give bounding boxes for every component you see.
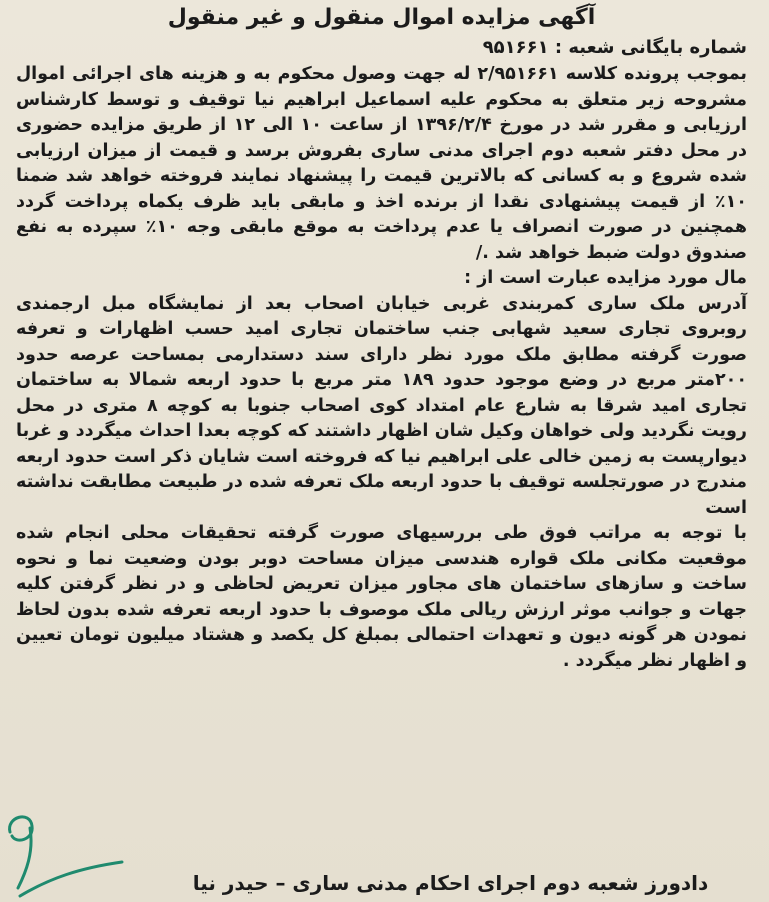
signature-line: دادورز شعبه دوم اجرای احکام مدنی ساری – حیدر نیا <box>192 871 709 895</box>
auction-item-heading: مال مورد مزایده عبارت است از : <box>464 268 747 288</box>
handwritten-pen-mark-icon <box>0 792 130 902</box>
notice-paragraph-2: آدرس ملک ساری کمربندی غربی خیابان اصحاب بعد از نمایشگاه مبل ارجمندی روبروی تجاری سعید شهابی جنب ساختمان تجاری امید حسب اظهارات و تعرفه صورت گرفته مطابق ملک مورد نظر دارای سند دستدارمی بمساحت عرصه حدود ۲۰۰متر مربع در وضع موجود حدود ۱۸۹ متر مربع با حدود اربعه شمالا به ساختمان تجاری امید شرقا به شارع عام امتداد کوی اصحاب جنوبا به کوچه ۸ متری در محل رویت نگردید ولی خواهان وکیل شان اظهار داشتند که کوچه بعدا احداث میگردد و غربا دیوارپست به زمین خالی علی ابراهیم نیا که فروخته است شایان ذکر است حدود اربعه مندرج در صورتجلسه توقیف با حدود اربعه ملک تعرفه شده در طبیعت مطابقت نداشته است <box>16 293 747 518</box>
notice-paragraph-1: بموجب پرونده کلاسه ۲/۹۵۱۶۶۱ له جهت وصول محکوم به و هزینه های اجرائی اموال مشروحه زیر متعلق به محکوم علیه اسماعیل ابراهیم نیا توقیف و توسط کارشناس ارزیابی و مقرر شد در مورخ ۱۳۹۶/۲/۴ از ساعت ۱۰ الی ۱۲ از طریق مزایده حضوری در محل دفتر شعبه دوم اجرای مدنی ساری بفروش برسد و قیمت از میزان ارزیابی شده شروع و به کسانی که بالاترین قیمت را پیشنهاد نمایند فروخته خواهد شد ضمنا ۱۰٪ از قیمت پیشنهادی نقدا از برنده اخذ و مابقی باید ظرف یکماه پرداخت گردد همچنین در صورت انصراف یا عدم پرداخت به موقع مابقی وجه ۱۰٪ سپرده به نفع صندوق دولت ضبط خواهد شد ./ <box>16 64 747 263</box>
archive-number: شماره بایگانی شعبه : ۹۵۱۶۶۱ <box>482 37 747 58</box>
notice-title: آگهی مزایده اموال منقول و غیر منقول <box>167 5 596 30</box>
notice-paragraph-3: با توجه به مراتب فوق طی بررسیهای صورت گرفته تحقیقات محلی انجام شده موقعیت مکانی ملک قواره هندسی میزان مساحت دوبر بودن وضعیت نما و نحوه ساخت و سازهای ساختمان های مجاور میزان تعریض لحاظی و در نظر گرفتن کلیه جهات و جوانب موثر ارزش ریالی ملک موصوف با حدود اربعه تعرفه شده بدون لحاظ نمودن هر گونه دیون و تعهدات احتمالی بمبلغ کل یکصد و هشتاد میلیون تومان تعیین و اظهار نظر میگردد . <box>16 523 747 671</box>
